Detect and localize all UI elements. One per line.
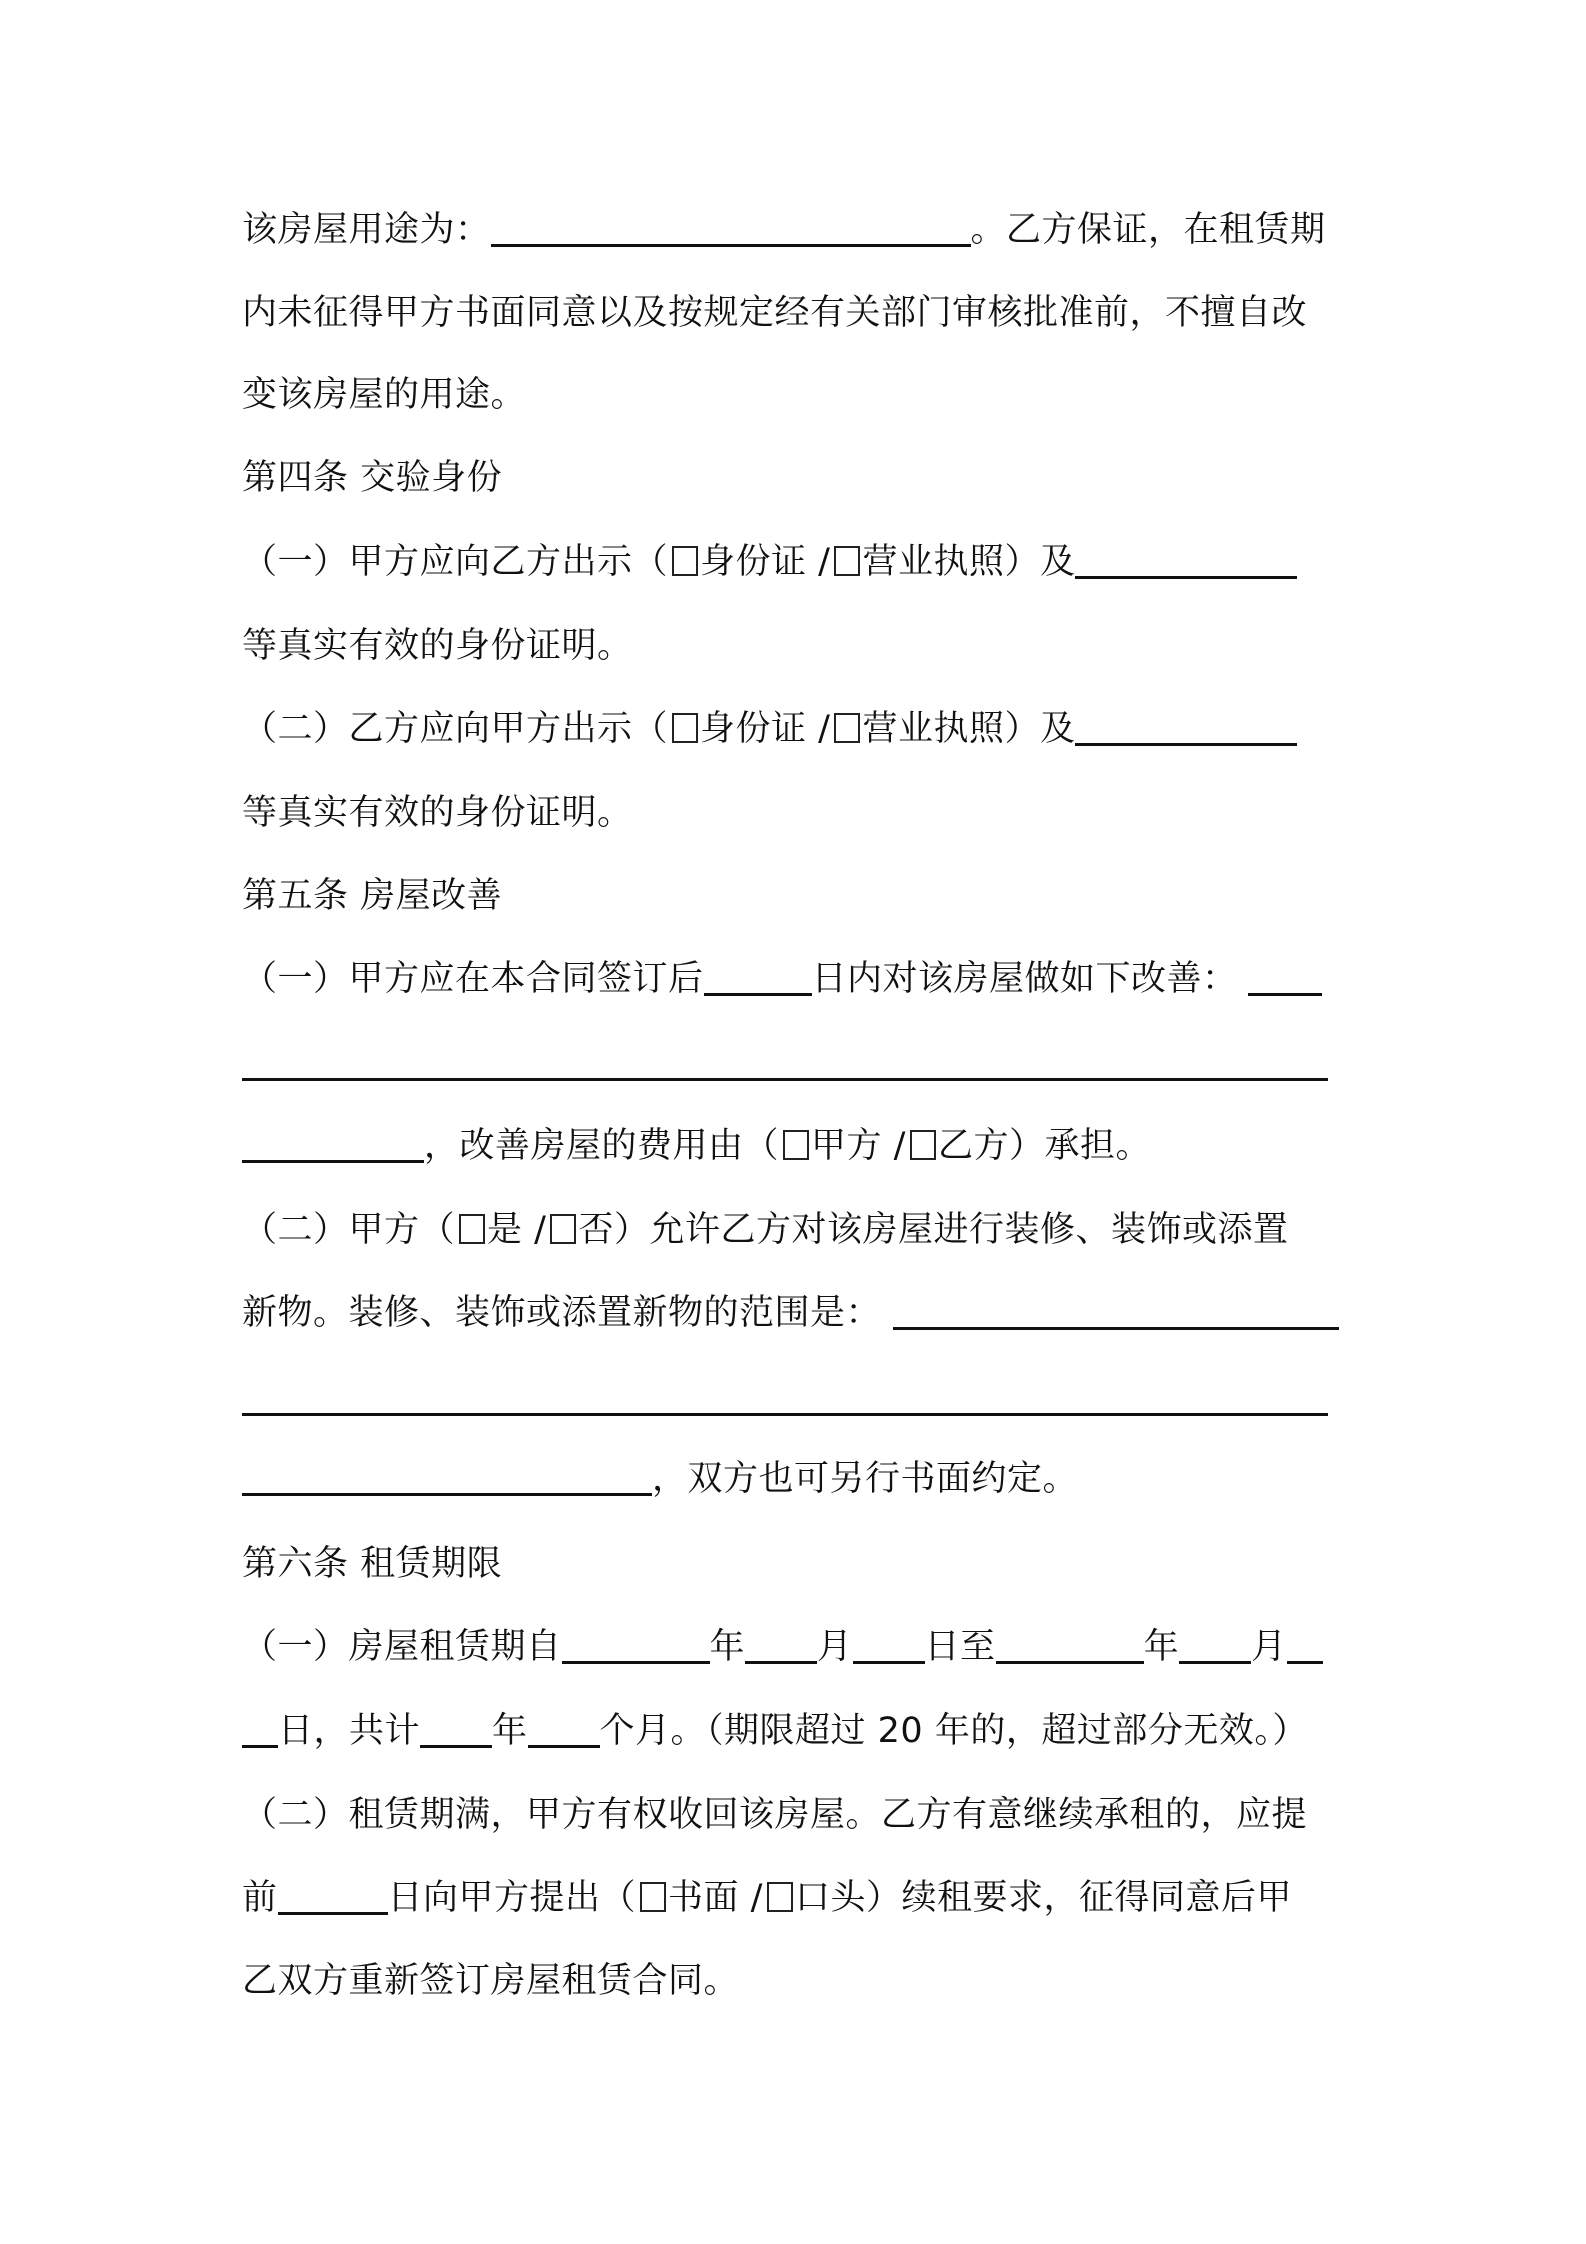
renovation-scope-line[interactable]: [242, 1413, 1328, 1416]
month-label: 月: [1251, 1627, 1287, 1667]
article-6-item-1-line-2: [242, 1701, 1308, 1761]
article-6-item-2: （二）租赁期满，甲方有权收回该房屋。乙方有意继续承租的，应提: [242, 1795, 1308, 1835]
renewal-days-blank[interactable]: [278, 1868, 388, 1915]
end-year-blank[interactable]: [996, 1617, 1144, 1664]
total-months-blank[interactable]: [528, 1701, 600, 1748]
day-to-label: 日至: [924, 1627, 996, 1667]
business-license-checkbox[interactable]: [834, 546, 860, 576]
article-5-item-1-line-3: [242, 1116, 1151, 1176]
days-blank[interactable]: [704, 949, 812, 996]
usage-label: 该房屋用途为：: [242, 210, 491, 250]
article-5-item-2-line-4: [242, 1449, 1078, 1509]
improvement-blank-end[interactable]: [242, 1116, 424, 1163]
written-checkbox[interactable]: [640, 1882, 666, 1912]
usage-guarantee-text: 。乙方保证，在租赁期: [970, 210, 1326, 250]
option-label: 身份证 /: [700, 709, 831, 749]
renovation-scope-blank-end[interactable]: [242, 1449, 652, 1496]
article-6-item-2-line-2: [242, 1868, 1292, 1928]
item-text: ，双方也可另行书面约定。: [652, 1459, 1079, 1499]
article-5-heading: 第五条 房屋改善: [242, 876, 503, 916]
article-6-item-1: [242, 1617, 1323, 1677]
id-card-checkbox[interactable]: [672, 546, 698, 576]
end-month-blank[interactable]: [1179, 1617, 1251, 1664]
item-text: 前: [242, 1878, 278, 1918]
article-4-item-2: [242, 699, 1297, 759]
item-text: （一）甲方应在本合同签订后: [242, 959, 704, 999]
end-day-blank-end[interactable]: [242, 1701, 278, 1748]
improvement-blank-line[interactable]: [242, 1078, 1328, 1081]
month-label: 月: [817, 1627, 853, 1667]
id-card-checkbox[interactable]: [672, 713, 698, 743]
usage-line-2: 内未征得甲方书面同意以及按规定经有关部门审核批准前，不擅自改: [242, 293, 1308, 333]
item-text: （一）甲方应向乙方出示（: [242, 542, 669, 582]
improvement-blank[interactable]: [1248, 949, 1322, 996]
start-month-blank[interactable]: [745, 1617, 817, 1664]
option-label: 营业执照）及: [862, 709, 1076, 749]
option-label: 否）允许乙方对该房屋进行装修、装饰或添置: [578, 1210, 1289, 1250]
year-label: 年: [1143, 1627, 1180, 1667]
option-label: 营业执照）及: [862, 542, 1076, 582]
option-label: 口头）续租要求，征得同意后甲: [794, 1878, 1292, 1918]
article-4-item-2-line-2: 等真实有效的身份证明。: [242, 793, 633, 833]
item-text: ，改善房屋的费用由（: [424, 1126, 780, 1166]
article-4-item-1: [242, 532, 1297, 592]
option-label: 身份证 /: [700, 542, 831, 582]
party-a-checkbox[interactable]: [783, 1130, 809, 1160]
total-years-blank[interactable]: [420, 1701, 492, 1748]
other-id-blank[interactable]: [1075, 532, 1297, 579]
oral-checkbox[interactable]: [767, 1882, 793, 1912]
item-text: 个月。（期限超过 20 年的，超过部分无效。）: [599, 1711, 1308, 1751]
year-label: 年: [709, 1627, 746, 1667]
item-text: 日，共计: [278, 1711, 421, 1751]
usage-line-3: 变该房屋的用途。: [242, 375, 527, 415]
option-label: 书面 /: [668, 1878, 763, 1918]
start-day-blank[interactable]: [853, 1617, 925, 1664]
year-label: 年: [492, 1711, 528, 1751]
article-4-heading: 第四条 交验身份: [242, 458, 503, 498]
option-label: 乙方）承担。: [937, 1126, 1151, 1166]
option-label: 是 /: [487, 1210, 547, 1250]
other-id-blank[interactable]: [1075, 699, 1297, 746]
start-year-blank[interactable]: [562, 1617, 710, 1664]
article-6-heading: 第六条 租赁期限: [242, 1544, 503, 1584]
usage-line: [242, 200, 1326, 260]
renovation-scope-blank[interactable]: [893, 1283, 1339, 1330]
item-text: 日内对该房屋做如下改善：: [811, 959, 1238, 999]
end-day-blank[interactable]: [1287, 1617, 1323, 1664]
no-checkbox[interactable]: [550, 1214, 576, 1244]
party-b-checkbox[interactable]: [910, 1130, 936, 1160]
article-6-item-2-line-3: 乙双方重新签订房屋租赁合同。: [242, 1961, 740, 2001]
item-text: （二）甲方（: [242, 1210, 456, 1250]
article-5-item-2: [242, 1200, 1288, 1260]
business-license-checkbox[interactable]: [834, 713, 860, 743]
item-text: 新物。装修、装饰或添置新物的范围是：: [242, 1293, 882, 1333]
article-5-item-1: [242, 949, 1322, 1009]
article-4-item-1-line-2: 等真实有效的身份证明。: [242, 626, 633, 666]
usage-blank[interactable]: [491, 200, 971, 247]
option-label: 甲方 /: [811, 1126, 906, 1166]
yes-checkbox[interactable]: [459, 1214, 485, 1244]
item-text: （二）乙方应向甲方出示（: [242, 709, 669, 749]
article-5-item-2-line-2: [242, 1283, 1339, 1343]
item-text: （一）房屋租赁期自: [242, 1627, 562, 1667]
item-text: 日向甲方提出（: [387, 1878, 637, 1918]
